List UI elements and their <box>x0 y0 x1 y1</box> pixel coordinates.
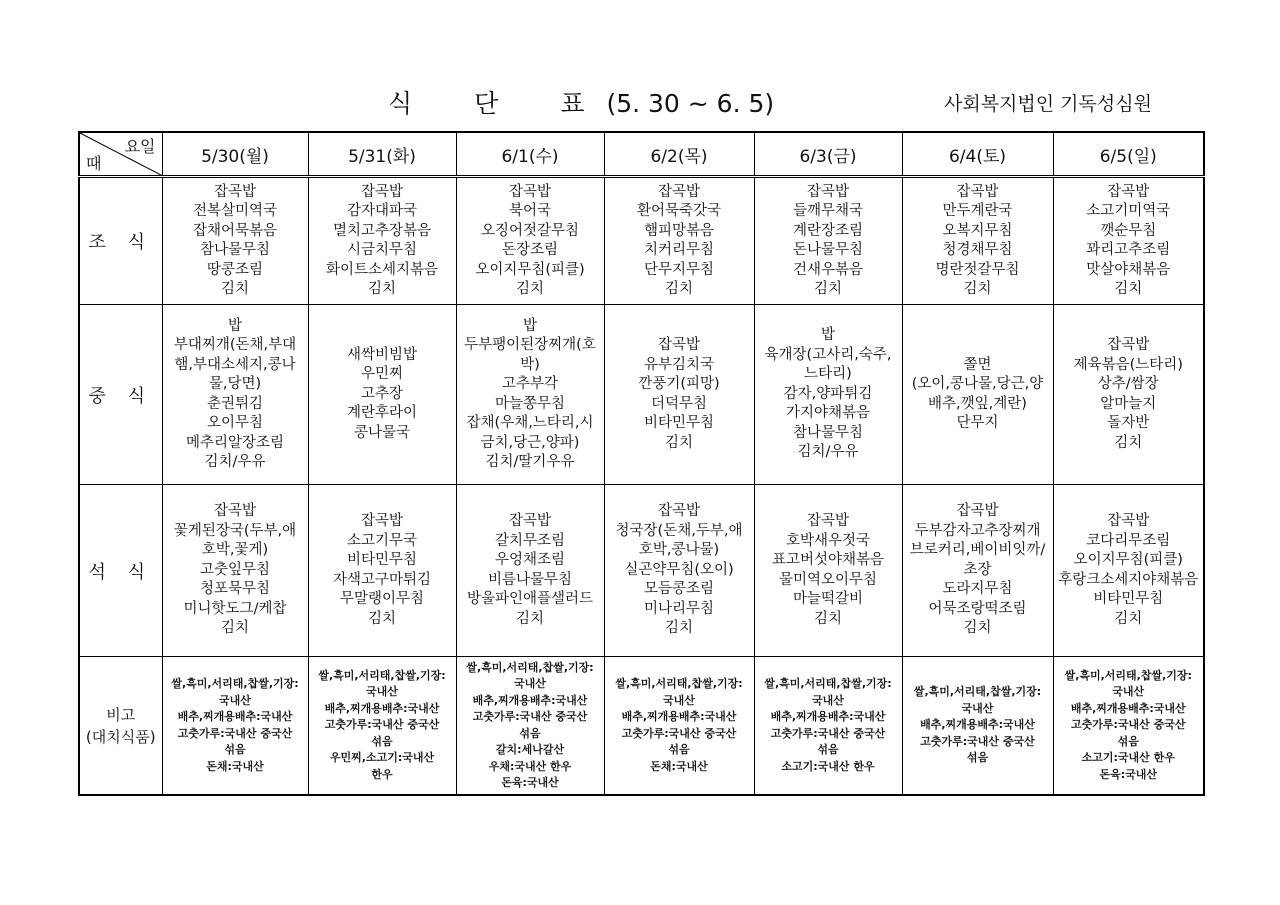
menu-item: 김치 <box>220 281 249 298</box>
notes-cell <box>162 657 308 795</box>
menu-cell <box>754 305 902 485</box>
menu-item: 미니핫도그/케찹 <box>183 600 287 617</box>
origin-note: 소고기:국내산 한우 <box>781 759 875 773</box>
menu-cell <box>308 485 456 657</box>
menu-item: 돌자반 <box>1107 415 1150 432</box>
menu-item: 오복지무침 <box>942 222 1013 239</box>
origin-note: 쌀,흑미,서리태,찹쌀,기장: <box>466 660 594 674</box>
origin-note: 국내산 <box>1112 685 1145 699</box>
meal-row <box>79 305 1204 485</box>
menu-item: 김치 <box>664 434 693 451</box>
origin-note: 소고기:국내산 한우 <box>1081 751 1175 765</box>
origin-note: 돈채:국내산 <box>650 759 708 773</box>
menu-item: 잡곡밥 <box>360 513 404 530</box>
meal-label: 조 식 <box>79 177 162 305</box>
menu-item: 계란장조림 <box>792 222 864 239</box>
notes-cell <box>902 657 1053 795</box>
meal-label: 중 식 <box>79 305 162 485</box>
menu-item: 표고버섯야채볶음 <box>771 552 885 569</box>
menu-item: 김치 <box>813 281 842 298</box>
origin-note: 돈육:국내산 <box>1099 767 1158 781</box>
menu-item: 김치 <box>963 281 992 298</box>
menu-item: 브로커리,베이비잇까/ <box>909 542 1046 559</box>
menu-item: 유부김치국 <box>643 356 715 373</box>
origin-note: 쌀,흑미,서리태,찹쌀,기장: <box>1064 668 1192 682</box>
menu-cell <box>902 485 1053 657</box>
menu-item: 멸치고추장볶음 <box>332 222 432 239</box>
menu-cell <box>456 485 604 657</box>
header-row <box>79 132 1204 177</box>
menu-item: 우엉채조림 <box>494 552 566 569</box>
menu-item: 두부감자고추장찌개 <box>914 522 1041 539</box>
origin-note: 쌀,흑미,서리태,찹쌀,기장: <box>615 677 743 691</box>
menu-item: 참나물무침 <box>792 424 864 441</box>
menu-item: 오이지무침(피클) <box>475 261 585 278</box>
menu-item: 김치 <box>664 281 693 298</box>
menu-item: 갈치무조림 <box>494 532 566 549</box>
origin-note: 섞음 <box>224 743 246 757</box>
menu-item: 꽃게된장국(두부,애 <box>173 522 297 539</box>
menu-item: 김치 <box>220 620 249 637</box>
menu-table <box>78 131 1205 796</box>
menu-item: 전복살미역국 <box>192 203 278 220</box>
menu-item: 우민찌 <box>360 366 404 383</box>
menu-item: 김치/딸기우유 <box>485 454 575 471</box>
origin-note: 고춧가루:국내산 중국산 <box>177 726 293 740</box>
menu-item: 고추장 <box>360 385 404 402</box>
menu-cell <box>162 485 308 657</box>
menu-item: 잡곡밥 <box>360 183 404 200</box>
notes-cell <box>1053 657 1204 795</box>
menu-item: 잡곡밥 <box>213 183 257 200</box>
menu-item: 김치 <box>515 610 544 627</box>
menu-item: 청포묵무침 <box>199 581 271 598</box>
menu-item: 육개장(고사리,숙주, <box>764 346 892 363</box>
day-header: 5/30(월) <box>162 132 308 177</box>
menu-item: 참나물무침 <box>199 242 271 259</box>
menu-item: 오이무침 <box>206 415 264 432</box>
menu-item: 맛살야채볶음 <box>1086 261 1171 278</box>
menu-item: 고춧잎무침 <box>199 561 271 578</box>
menu-item: 호박,꽃게) <box>201 542 269 559</box>
notes-label-line: (대치식품) <box>85 727 156 746</box>
menu-item: 들깨무채국 <box>792 203 864 220</box>
menu-item: 명란젓갈무침 <box>935 261 1020 278</box>
origin-note: 국내산 <box>812 693 844 707</box>
menu-item: 잡곡밥 <box>956 503 999 520</box>
menu-item: 코다리무조림 <box>1086 532 1171 549</box>
menu-item: 김치 <box>515 281 544 298</box>
origin-note: 섞음 <box>519 726 541 740</box>
menu-item: 잡곡밥 <box>657 503 701 520</box>
menu-item: 화이트소세지볶음 <box>325 261 439 278</box>
menu-item: 계란후라이 <box>346 405 418 422</box>
origin-note: 국내산 <box>219 693 251 707</box>
day-header: 6/3(금) <box>754 132 902 177</box>
menu-title <box>388 84 774 120</box>
origin-note: 섞음 <box>817 743 839 757</box>
menu-item: 잡곡밥 <box>1107 337 1150 354</box>
origin-note: 갈치:세나갈산 <box>495 743 565 757</box>
origin-note: 쌀,흑미,서리태,찹쌀,기장: <box>913 685 1042 699</box>
notes-cell <box>308 657 456 795</box>
menu-item: 물미역오이무침 <box>778 571 878 588</box>
origin-note: 섞음 <box>966 751 989 765</box>
menu-item: (오이,콩나물,당근,양 <box>911 376 1044 393</box>
menu-item: 도라지무침 <box>942 581 1013 598</box>
notes-row <box>79 657 1204 795</box>
menu-item: 부대찌개(돈채,부대 <box>173 337 297 354</box>
menu-cell <box>902 305 1053 485</box>
menu-item: 김치 <box>963 620 992 637</box>
title-date-range: (5. 30 ~ 6. 5) <box>606 89 775 118</box>
menu-item: 돈장조림 <box>501 242 559 259</box>
day-header: 6/5(일) <box>1053 132 1204 177</box>
menu-item: 마늘떡갈비 <box>792 591 864 608</box>
menu-item: 북어국 <box>508 203 552 220</box>
menu-cell <box>308 305 456 485</box>
menu-cell <box>604 305 754 485</box>
notes-label-line: 비고 <box>106 705 136 724</box>
menu-cell <box>1053 485 1204 657</box>
notes-cell <box>604 657 754 795</box>
origin-note: 고춧가루:국내산 중국산 <box>324 718 440 732</box>
menu-item: 단무지 <box>956 415 999 432</box>
menu-item: 김치 <box>813 610 842 627</box>
menu-item: 청경채무침 <box>942 242 1013 259</box>
menu-item: 잡곡밥 <box>806 183 850 200</box>
menu-item: 호박,콩나물) <box>638 542 720 559</box>
origin-note: 돈육:국내산 <box>501 776 559 790</box>
menu-item: 비타민무침 <box>346 552 418 569</box>
organization-name: 사회복지법인 기독성심원 <box>944 93 1152 115</box>
menu-item: 밥 <box>522 317 537 334</box>
origin-note: 배추,찌개용배추:국내산 <box>621 710 737 724</box>
menu-item: 고추부각 <box>501 376 559 393</box>
menu-item: 김치 <box>367 610 396 627</box>
menu-item: 가지야채볶음 <box>785 405 871 422</box>
menu-item: 상추/쌈장 <box>1097 376 1159 393</box>
origin-note: 섞음 <box>668 743 690 757</box>
day-header: 6/4(토) <box>902 132 1053 177</box>
menu-item: 잡곡밥 <box>956 183 999 200</box>
menu-item: 김치 <box>1114 434 1143 451</box>
header-corner-cell <box>79 132 162 177</box>
menu-item: 어묵조랑떡조림 <box>928 600 1027 617</box>
menu-cell <box>604 485 754 657</box>
menu-item: 방울파인애플샐러드 <box>466 591 594 608</box>
menu-item: 감자대파국 <box>346 203 418 220</box>
origin-note: 배추,찌개용배추:국내산 <box>1070 701 1186 715</box>
notes-cell <box>456 657 604 795</box>
menu-item: 김치 <box>1114 281 1143 298</box>
title-char: 식 <box>388 89 413 118</box>
menu-item: 비타민무침 <box>1093 591 1164 608</box>
origin-note: 국내산 <box>663 693 695 707</box>
title-char: 단 <box>474 89 499 118</box>
menu-cell <box>754 485 902 657</box>
menu-item: 금치,당근,양파) <box>480 434 580 451</box>
menu-item: 박) <box>520 356 540 373</box>
menu-cell <box>754 177 902 305</box>
origin-note: 쌀,흑미,서리태,찹쌀,기장: <box>171 677 299 691</box>
day-header: 6/2(목) <box>604 132 754 177</box>
menu-item: 알마늘지 <box>1100 395 1157 412</box>
menu-item: 잡채(우채,느타리,시 <box>466 415 594 432</box>
menu-item: 춘권튀김 <box>206 395 264 412</box>
menu-item: 초장 <box>963 561 992 578</box>
origin-note: 배추,찌개용배추:국내산 <box>324 701 440 715</box>
origin-note: 국내산 <box>514 677 546 691</box>
menu-item: 실곤약무침(오이) <box>624 561 734 578</box>
menu-item: 잡곡밥 <box>1107 513 1150 530</box>
menu-item: 자색고구마튀김 <box>332 571 432 588</box>
menu-cell <box>162 305 308 485</box>
menu-cell <box>604 177 754 305</box>
menu-item: 잡곡밥 <box>508 513 552 530</box>
menu-item: 두부팽이된장찌개(호 <box>464 337 596 354</box>
corner-label-day: 요일 <box>124 137 156 156</box>
menu-item: 무말랭이무침 <box>339 591 425 608</box>
menu-item: 햄피망볶음 <box>643 222 715 239</box>
menu-item: 깻순무침 <box>1100 222 1157 239</box>
menu-item: 김치 <box>664 620 693 637</box>
origin-note: 섞음 <box>371 734 393 748</box>
menu-item: 미나리무침 <box>643 600 715 617</box>
origin-note: 고춧가루:국내산 중국산 <box>770 726 886 740</box>
origin-note: 우채:국내산 한우 <box>488 759 572 773</box>
menu-item: 메추리알장조림 <box>185 434 285 451</box>
menu-cell <box>1053 305 1204 485</box>
menu-item: 비름나물무침 <box>487 571 573 588</box>
menu-item: 김치/우유 <box>204 454 266 471</box>
title-char: 표 <box>560 89 585 118</box>
menu-item: 치커리무침 <box>643 242 715 259</box>
origin-note: 고춧가루:국내산 중국산 <box>1071 718 1186 732</box>
origin-note: 돈채:국내산 <box>206 759 264 773</box>
notes-cell <box>754 657 902 795</box>
menu-item: 햄,부대소세지,콩나 <box>174 356 296 373</box>
day-header: 6/1(수) <box>456 132 604 177</box>
menu-item: 단무지무침 <box>643 261 715 278</box>
origin-note: 한우 <box>371 767 393 781</box>
menu-item: 후랑크소세지야채볶음 <box>1058 571 1199 588</box>
menu-item: 땅콩조림 <box>206 261 264 278</box>
menu-item: 잡곡밥 <box>1107 183 1150 200</box>
menu-item: 감자,양파튀김 <box>783 385 873 402</box>
menu-item: 소고기미역국 <box>1086 203 1171 220</box>
menu-item: 잡곡밥 <box>806 513 850 530</box>
origin-note: 고춧가루:국내산 중국산 <box>472 710 588 724</box>
menu-item: 소고기무국 <box>346 532 418 549</box>
meal-row <box>79 485 1204 657</box>
meal-row <box>79 177 1204 305</box>
origin-note: 배추,찌개용배추:국내산 <box>920 718 1035 732</box>
notes-label <box>79 657 162 795</box>
menu-item: 모듬콩조림 <box>643 581 715 598</box>
menu-item: 오징어젓갈무침 <box>480 222 580 239</box>
menu-item: 밥 <box>820 327 835 344</box>
menu-item: 더덕무침 <box>650 395 708 412</box>
origin-note: 쌀,흑미,서리태,찹쌀,기장: <box>318 668 446 682</box>
origin-note: 배추,찌개용배추:국내산 <box>472 693 588 707</box>
menu-cell <box>456 305 604 485</box>
menu-item: 느타리) <box>804 366 852 383</box>
menu-item: 돈나물무침 <box>792 242 864 259</box>
menu-item: 청국장(돈채,두부,애 <box>615 522 743 539</box>
origin-note: 우민찌,소고기:국내산 <box>329 751 435 765</box>
menu-item: 물,당면) <box>208 376 262 393</box>
origin-note: 섞음 <box>1117 734 1139 748</box>
menu-item: 밥 <box>227 317 242 334</box>
menu-item: 배추,깻잎,계란) <box>928 395 1027 412</box>
menu-item: 잡곡밥 <box>657 183 701 200</box>
menu-item: 꽈리고추조림 <box>1086 242 1171 259</box>
menu-item: 새싹비빔밥 <box>346 346 418 363</box>
menu-item: 쫄면 <box>963 356 992 373</box>
meal-label: 석 식 <box>79 485 162 657</box>
menu-item: 콩나물국 <box>353 424 411 441</box>
menu-item: 김치 <box>1114 610 1143 627</box>
day-header: 5/31(화) <box>308 132 456 177</box>
origin-note: 고춧가루:국내산 중국산 <box>621 726 737 740</box>
menu-cell <box>1053 177 1204 305</box>
origin-note: 배추,찌개용배추:국내산 <box>770 710 886 724</box>
menu-item: 김치/우유 <box>797 444 859 461</box>
menu-item: 잡곡밥 <box>213 503 257 520</box>
menu-item: 비타민무침 <box>643 415 715 432</box>
origin-note: 고춧가루:국내산 중국산 <box>920 734 1035 748</box>
menu-item: 오이지무침(피클) <box>1073 552 1183 569</box>
menu-item: 만두계란국 <box>942 203 1013 220</box>
menu-item: 마늘쫑무침 <box>494 395 566 412</box>
menu-item: 환어묵죽갓국 <box>636 203 722 220</box>
origin-note: 국내산 <box>961 701 994 715</box>
menu-item: 깐풍기(피망) <box>638 376 720 393</box>
menu-item: 제육볶음(느타리) <box>1073 356 1183 373</box>
menu-item: 잡곡밥 <box>508 183 552 200</box>
menu-cell <box>162 177 308 305</box>
menu-cell <box>456 177 604 305</box>
menu-item: 호박새우젓국 <box>785 532 871 549</box>
origin-note: 국내산 <box>366 685 398 699</box>
menu-item: 김치 <box>367 281 396 298</box>
menu-cell <box>308 177 456 305</box>
menu-item: 잡곡밥 <box>657 337 701 354</box>
origin-note: 배추,찌개용배추:국내산 <box>177 710 293 724</box>
corner-label-meal: 때 <box>86 154 102 174</box>
menu-item: 시금치무침 <box>346 242 418 259</box>
menu-item: 건새우볶음 <box>792 261 864 278</box>
menu-cell <box>902 177 1053 305</box>
origin-note: 쌀,흑미,서리태,찹쌀,기장: <box>764 677 892 691</box>
menu-item: 잡채어묵볶음 <box>192 222 278 239</box>
